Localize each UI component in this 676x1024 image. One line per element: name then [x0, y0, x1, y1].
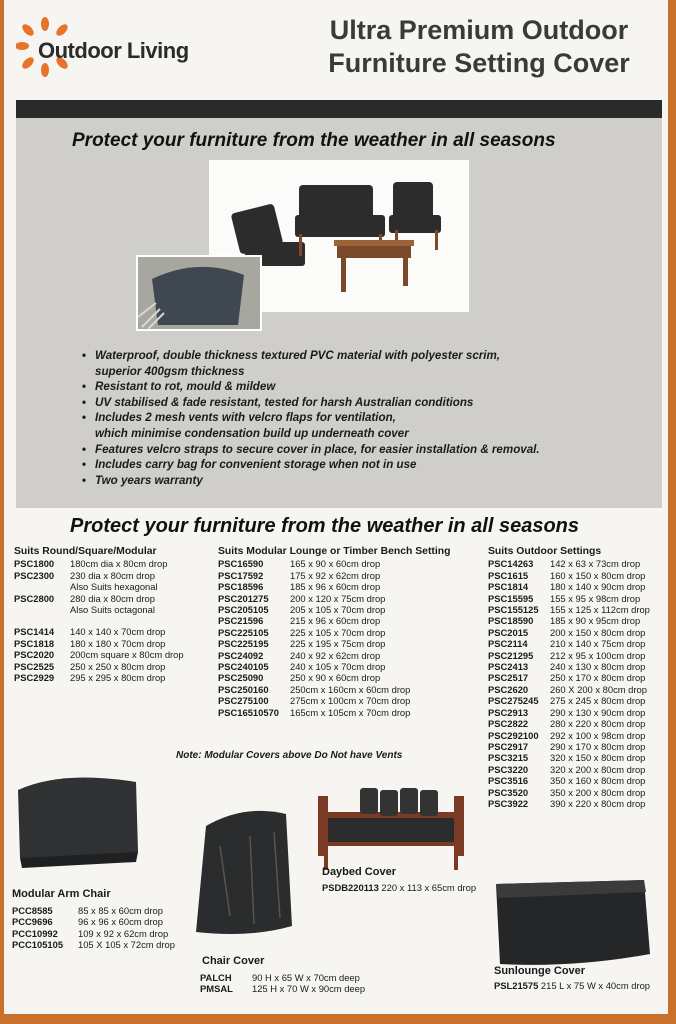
page-title: [294, 14, 664, 80]
product-code: PSC155125: [488, 604, 539, 616]
sunlounge-title: Sunlounge Cover: [494, 965, 586, 977]
product-size: 290 x 130 x 90cm drop: [550, 706, 646, 718]
list-item: [218, 672, 450, 683]
daybed-title: Daybed Cover: [322, 866, 396, 878]
product-code: PSC24092: [218, 649, 264, 661]
list-item: [14, 672, 184, 683]
product-size: 250 x 250 x 80cm drop: [70, 660, 166, 672]
product-size: 350 x 160 x 80cm drop: [550, 775, 646, 787]
chair-cover-title: Chair Cover: [202, 955, 265, 967]
list-item: [488, 650, 650, 661]
list-item: [488, 718, 650, 729]
title-line-1: Ultra Premium Outdoor: [329, 15, 629, 45]
product-size: 200cm square x 80cm drop: [70, 649, 184, 661]
feature-item: • Includes 2 mesh vents with velcro flaps for ventilation,: [82, 410, 657, 426]
product-code: PSC1818: [14, 637, 55, 649]
product-code: PSC275245: [488, 695, 539, 707]
product-code: PALCH: [200, 972, 232, 983]
sunlounge-image: [494, 878, 654, 977]
product-size: 90 H x 65 W x 70cm deep: [252, 972, 360, 983]
product-size: 85 x 85 x 60cm drop: [78, 905, 163, 916]
product-size: 140 x 140 x 70cm drop: [70, 626, 166, 638]
list-item: [12, 939, 175, 950]
list-item: [218, 650, 450, 661]
list-item: [14, 626, 184, 637]
list-item: [218, 638, 450, 649]
list-item: [488, 798, 650, 809]
product-code: PSC14263: [488, 558, 534, 570]
product-size: 180 x 180 x 70cm drop: [70, 637, 166, 649]
product-code: PSC18590: [488, 615, 534, 627]
product-size: 215 L x 75 W x 40cm drop: [540, 980, 651, 991]
product-code: PSC16510570: [218, 706, 279, 718]
list-item: [12, 928, 175, 939]
product-size: 109 x 92 x 62cm drop: [78, 927, 169, 939]
product-size: 180 x 140 x 90cm drop: [550, 581, 646, 593]
product-code: PSC275100: [218, 695, 269, 707]
list-item: [488, 627, 650, 638]
product-size: 185 x 90 x 95cm drop: [550, 615, 641, 627]
feature-item: • UV stabilised & fade resistant, tested for harsh Australian conditions: [82, 395, 657, 411]
product-code: PSC2015: [488, 626, 529, 638]
list-item: [218, 627, 450, 638]
product-size: 165cm x 105cm x 70cm drop: [290, 706, 411, 718]
round-square-modular-list: [14, 546, 184, 683]
feature-item: superior 400gsm thickness: [95, 364, 245, 378]
product-code: PSC225195: [218, 638, 269, 650]
modular-arm-chair-title: Modular Arm Chair: [12, 888, 111, 900]
product-code: PSC2300: [14, 569, 55, 581]
list-item: [488, 604, 650, 615]
product-size: 320 x 150 x 80cm drop: [550, 752, 646, 764]
list-item: [14, 593, 184, 604]
list-title: Suits Outdoor Settings: [488, 546, 602, 557]
list-item: [200, 983, 365, 994]
product-size: 185 x 96 x 60cm drop: [290, 581, 381, 593]
product-code: PSC2517: [488, 672, 529, 684]
list-item: [14, 604, 184, 615]
product-code: PSC2800: [14, 592, 55, 604]
product-size: 96 x 96 x 60cm drop: [78, 916, 163, 928]
chair-cover-list: [200, 972, 365, 995]
outdoor-settings-list: [488, 546, 650, 809]
product-size: 142 x 63 x 73cm drop: [550, 558, 641, 570]
chair-cover-image: [190, 806, 298, 945]
product-code: [14, 615, 70, 626]
list-title: Suits Round/Square/Modular: [14, 546, 157, 557]
list-item: [488, 615, 650, 626]
feature-item: • Two years warranty: [82, 473, 657, 489]
list-item: [12, 905, 175, 916]
product-size: 212 x 95 x 100cm drop: [550, 649, 646, 661]
product-code: PSC3516: [488, 775, 529, 787]
product-code: PSC3922: [488, 797, 529, 809]
feature-item: • Includes carry bag for convenient storage when not in use: [82, 457, 657, 473]
product-size: 240 x 92 x 62cm drop: [290, 649, 381, 661]
product-code: [14, 604, 70, 615]
product-size: 230 dia x 80cm drop: [70, 569, 155, 581]
list-item: [218, 707, 450, 718]
product-size: 350 x 200 x 80cm drop: [550, 786, 646, 798]
list-item: [14, 558, 184, 569]
product-code: PSC1615: [488, 569, 529, 581]
list-item: [488, 593, 650, 604]
product-code: PSL21575: [494, 980, 539, 991]
list-item: [218, 604, 450, 615]
brochure-page: [4, 0, 668, 1014]
list-item: [14, 638, 184, 649]
product-code: PSC2929: [14, 672, 55, 684]
list-item: [218, 558, 450, 569]
product-size: 200 x 150 x 80cm drop: [550, 626, 646, 638]
list-item: [488, 684, 650, 695]
product-size: 225 x 195 x 75cm drop: [290, 638, 386, 650]
product-size: 220 x 113 x 65cm drop: [381, 882, 477, 893]
product-size: Also Suits hexagonal: [70, 581, 158, 593]
daybed-spec: [322, 882, 476, 893]
product-code: PSC201275: [218, 592, 269, 604]
list-item: [12, 916, 175, 927]
list-item: [218, 695, 450, 706]
product-code: PSC240105: [218, 661, 269, 673]
brand-name: Outdoor Living: [38, 38, 189, 63]
product-code: PCC105105: [12, 939, 64, 951]
header-divider: [16, 100, 662, 118]
section-heading-2: Protect your furniture from the weather in all seasons: [70, 515, 580, 537]
product-code: PSC292100: [488, 729, 539, 741]
list-item: [488, 638, 650, 649]
product-code: PSC16590: [218, 558, 264, 570]
product-code: PSC205105: [218, 604, 269, 616]
list-item: [488, 741, 650, 752]
product-code: PCC9696: [12, 916, 53, 928]
list-item: [14, 661, 184, 672]
product-code: PSC21295: [488, 649, 534, 661]
product-code: PSC2525: [14, 660, 55, 672]
product-size: 200 x 120 x 75cm drop: [290, 592, 386, 604]
title-line-2: Furniture Setting Cover: [328, 48, 630, 78]
list-item: [14, 570, 184, 581]
product-size: 175 x 92 x 62cm drop: [290, 569, 381, 581]
product-code: PSC17592: [218, 569, 264, 581]
product-size: 225 x 105 x 70cm drop: [290, 626, 386, 638]
list-item: [218, 684, 450, 695]
product-code: PSC2020: [14, 649, 55, 661]
product-code: PCC10992: [12, 927, 58, 939]
list-item: [218, 593, 450, 604]
feature-item: which minimise condensation build up underneath cover: [95, 426, 409, 440]
covered-table-photo: [136, 255, 262, 331]
brand-logo: [16, 16, 226, 86]
product-code: PSC2822: [488, 718, 529, 730]
product-code: PSC2913: [488, 706, 529, 718]
product-size: 240 x 130 x 80cm drop: [550, 661, 646, 673]
product-size: 275cm x 100cm x 70cm drop: [290, 695, 411, 707]
product-size: 295 x 295 x 80cm drop: [70, 672, 166, 684]
daybed-image: [316, 782, 466, 877]
list-item: [488, 752, 650, 763]
product-code: PCC8585: [12, 905, 53, 916]
list-item: [488, 787, 650, 798]
feature-item: • Resistant to rot, mould & mildew: [82, 379, 657, 395]
product-size: 210 x 140 x 75cm drop: [550, 638, 646, 650]
product-code: PSC25090: [218, 672, 264, 684]
list-item: [14, 581, 184, 592]
product-size: 292 x 100 x 98cm drop: [550, 729, 646, 741]
product-code: PSC1800: [14, 558, 55, 570]
feature-item: • Waterproof, double thickness textured PVC material with polyester scrim,: [82, 348, 657, 364]
product-size: 290 x 170 x 80cm drop: [550, 740, 646, 752]
product-size: 240 x 105 x 70cm drop: [290, 661, 386, 673]
list-item: [488, 775, 650, 786]
product-size: 215 x 96 x 60cm drop: [290, 615, 381, 627]
product-size: 280 x 220 x 80cm drop: [550, 718, 646, 730]
list-item: [218, 581, 450, 592]
product-size: 250 x 170 x 80cm drop: [550, 672, 646, 684]
product-size: Also Suits octagonal: [70, 604, 155, 616]
list-title: Suits Modular Lounge or Timber Bench Setting: [218, 546, 451, 557]
product-code: PMSAL: [200, 983, 233, 995]
sunlounge-spec: [494, 980, 650, 991]
list-item: [218, 661, 450, 672]
list-item: [218, 570, 450, 581]
list-item: [488, 730, 650, 741]
product-size: 165 x 90 x 60cm drop: [290, 558, 381, 570]
product-code: PSC3215: [488, 752, 529, 764]
product-size: 280 dia x 80cm drop: [70, 592, 155, 604]
product-size: 260 X 200 x 80cm drop: [550, 683, 647, 695]
feature-item: • Features velcro straps to secure cover in place, for easier installation & removal.: [82, 442, 657, 458]
list-item: [200, 972, 365, 983]
product-size: 205 x 105 x 70cm drop: [290, 604, 386, 616]
product-size: 250 x 90 x 60cm drop: [290, 672, 381, 684]
list-item: [488, 695, 650, 706]
list-item: [488, 672, 650, 683]
product-code: PSC15595: [488, 592, 534, 604]
list-item: [488, 764, 650, 775]
product-code: PSC21596: [218, 615, 264, 627]
product-size: 390 x 220 x 80cm drop: [550, 797, 646, 809]
list-item: [488, 570, 650, 581]
product-size: 155 x 95 x 98cm drop: [550, 592, 641, 604]
product-size: 125 H x 70 W x 90cm deep: [252, 983, 366, 995]
product-size: 320 x 200 x 80cm drop: [550, 763, 646, 775]
modular-arm-chair-image: [12, 772, 142, 877]
product-code: PSC1414: [14, 626, 55, 638]
section-heading-1: Protect your furniture from the weather in all seasons: [72, 130, 556, 151]
product-code: PSC2114: [488, 638, 528, 650]
product-code: PSC3520: [488, 786, 529, 798]
list-item: [488, 661, 650, 672]
product-size: 160 x 150 x 80cm drop: [550, 569, 646, 581]
product-code: [14, 581, 70, 592]
modular-lounge-list: [218, 546, 450, 718]
list-item: [488, 558, 650, 569]
product-size: 180cm dia x 80cm drop: [70, 558, 168, 570]
product-code: PSC1814: [488, 581, 529, 593]
product-size: 155 x 125 x 112cm drop: [550, 604, 650, 616]
list-item: [218, 615, 450, 626]
product-code: PSC18596: [218, 581, 264, 593]
product-code: PSC225105: [218, 626, 269, 638]
product-size: 250cm x 160cm x 60cm drop: [290, 683, 411, 695]
product-code: PSC3220: [488, 763, 529, 775]
list-item: [14, 649, 184, 660]
modular-note: Note: Modular Covers above Do Not have Vents: [176, 750, 403, 761]
list-item: [488, 707, 650, 718]
modular-arm-chair-list: [12, 905, 175, 951]
product-code: PSC2413: [488, 661, 529, 673]
feature-list: [82, 348, 657, 488]
product-code: PSC250160: [218, 683, 269, 695]
list-item: [488, 581, 650, 592]
list-item: [14, 615, 184, 626]
product-size: 275 x 245 x 80cm drop: [550, 695, 646, 707]
product-code: PSC2620: [488, 683, 529, 695]
product-code: PSDB220113: [322, 882, 379, 893]
product-code: PSC2917: [488, 740, 529, 752]
product-size: 105 X 105 x 72cm drop: [78, 939, 175, 951]
